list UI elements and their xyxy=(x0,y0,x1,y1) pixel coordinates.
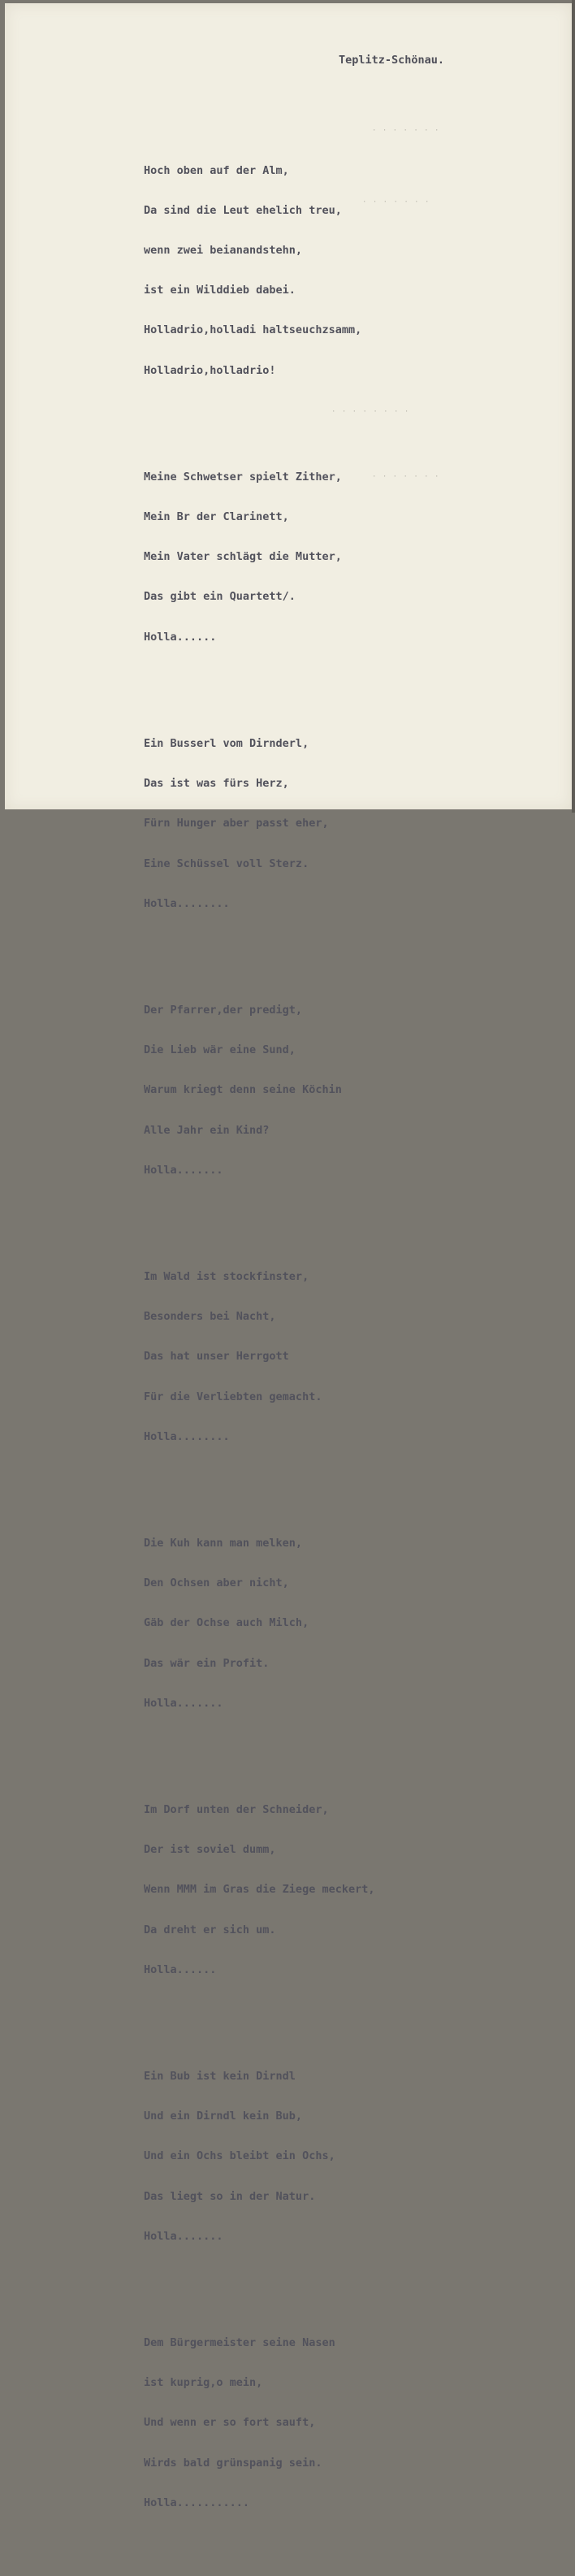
poem-line: Besonders bei Nacht, xyxy=(144,1310,276,1324)
poem-line: Da dreht er sich um. xyxy=(144,1923,276,1936)
poem-line: Für die Verliebten gemacht. xyxy=(144,1390,322,1403)
pencil-dots-mark: · · · · · · · · xyxy=(331,408,410,416)
poem-line: Da sind die Leut ehelich treu, xyxy=(144,203,342,217)
poem-line: Holla....... xyxy=(144,1696,223,1710)
poem-line: Holladrio,holladi haltseuchzsamm, xyxy=(144,323,362,337)
poem-line: Holla........... xyxy=(144,2496,250,2509)
poem-line: Und ein Ochs bleibt ein Ochs, xyxy=(144,2149,335,2163)
poem-line: Holla...... xyxy=(144,630,217,644)
poem-line: Eine Schüssel voll Sterz. xyxy=(144,856,309,870)
scan-edge xyxy=(572,0,575,813)
poem-line: ist ein Wilddieb dabei. xyxy=(144,284,296,297)
paper-sheet xyxy=(5,3,572,2509)
poem-line: Die Kuh kann man melken, xyxy=(144,1536,303,1550)
poem-line: Im Dorf unten der Schneider, xyxy=(144,1803,329,1817)
poem-line: wenn zwei beianandstehn, xyxy=(144,244,303,258)
poem-line: Holla....... xyxy=(144,1163,223,1177)
poem-line: Wenn MMM im Gras die Ziege meckert, xyxy=(144,1883,375,1897)
poem-line: Und wenn er so fort sauft, xyxy=(144,2416,316,2430)
poem-line: Der ist soviel dumm, xyxy=(144,1843,276,1857)
poem-line: Alle Jahr ein Kind? xyxy=(144,1123,270,1137)
poem-line: Und ein Dirndl kein Bub, xyxy=(144,2110,303,2123)
poem-line: Wirds bald grünspanig sein. xyxy=(144,2456,322,2470)
poem-line: Die Lieb wär eine Sund, xyxy=(144,1043,296,1057)
stanza-9 xyxy=(144,2309,374,2536)
poem-line: Das gibt ein Quartett/. xyxy=(144,590,296,604)
stanza-2 xyxy=(144,444,374,670)
poem-line: Der Pfarrer,der predigt, xyxy=(144,1003,303,1017)
poem-line: Das ist was fürs Herz, xyxy=(144,777,289,791)
stanza-5 xyxy=(144,1243,374,1470)
poem-line: Ein Bub ist kein Dirndl xyxy=(144,2070,296,2084)
stanza-6 xyxy=(144,1510,374,1737)
poem-line: Gäb der Ochse auch Milch, xyxy=(144,1616,309,1630)
poem-line: Warum kriegt denn seine Köchin xyxy=(144,1083,342,1097)
stanza-7 xyxy=(144,1776,374,2003)
poem-line: Den Ochsen aber nicht, xyxy=(144,1576,289,1590)
poem-line: Das liegt so in der Natur. xyxy=(144,2189,316,2203)
poem-line: Mein Br der Clarinett, xyxy=(144,510,289,524)
poem-line: Holla....... xyxy=(144,2229,223,2243)
poem-line: Mein Vater schlägt die Mutter, xyxy=(144,550,342,564)
poem-line: Im Wald ist stockfinster, xyxy=(144,1269,309,1283)
poem-line: Holla........ xyxy=(144,896,230,910)
poem-line: Holla...... xyxy=(144,1962,217,1976)
poem-body xyxy=(144,111,374,2576)
poem-line: Dem Bürgermeister seine Nasen xyxy=(144,2336,335,2350)
poem-line: Hoch oben auf der Alm, xyxy=(144,163,289,177)
pencil-dots-mark: · · · · · · · xyxy=(372,127,440,135)
place-heading: Teplitz-Schönau. xyxy=(339,54,445,67)
stanza-1 xyxy=(144,137,374,404)
poem-line: Ein Busserl vom Dirnderl, xyxy=(144,736,309,750)
poem-line: Das wär ein Profit. xyxy=(144,1656,270,1670)
pencil-dots-mark: · · · · · · · xyxy=(362,198,430,206)
stanza-4 xyxy=(144,977,374,1203)
pencil-dots-mark: · · · · · · · xyxy=(372,473,440,481)
poem-line: Fürn Hunger aber passt eher, xyxy=(144,817,329,830)
poem-line: Holladrio,holladrio! xyxy=(144,363,276,377)
stanza-3 xyxy=(144,710,374,937)
poem-line: Holla........ xyxy=(144,1429,230,1443)
poem-line: Meine Schwetser spielt Zither, xyxy=(144,470,342,484)
poem-line: ist kuprig,o mein, xyxy=(144,2376,263,2390)
poem-line: Das hat unser Herrgott xyxy=(144,1350,289,1364)
stanza-8 xyxy=(144,2043,374,2270)
